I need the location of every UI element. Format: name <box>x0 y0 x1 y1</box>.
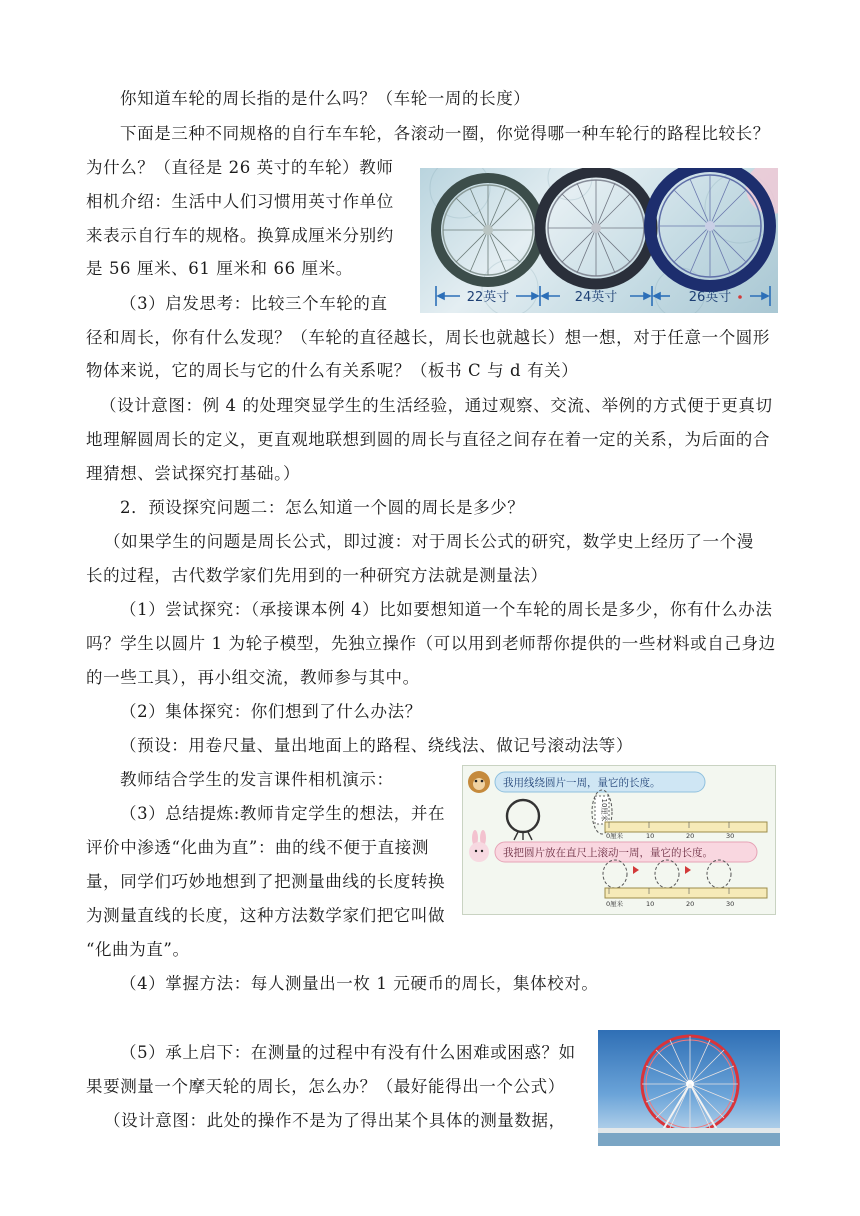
text-line: 物体来说，它的周长与它的什么有关系呢？（板书 C 与 d 有关） <box>86 361 579 380</box>
text-line: （设计意图：例 4 的处理突显学生的生活经验，通过观察、交流、举例的方式便于更真切 <box>100 396 773 415</box>
caption-bottom: 我把圆片放在直尺上滚动一周，量它的长度。 <box>503 847 713 859</box>
ruler-tick-30: 30 <box>726 832 735 840</box>
ruler-tick-20: 20 <box>686 832 695 840</box>
text-line: 果要测量一个摩天轮的周长，怎么办？（最好能得出一个公式） <box>86 1077 565 1096</box>
text-line: 长的过程，古代数学家们先用到的一种研究方法就是测量法） <box>86 566 548 585</box>
ruler-top <box>605 822 767 832</box>
text-line: 教师结合学生的发言课件相机演示： <box>120 770 394 789</box>
rabbit-icon <box>469 830 489 862</box>
text-line: （1）尝试探究：（承接课本例 4）比如要想知道一个车轮的周长是多少，你有什么办法 <box>120 600 773 619</box>
wheel-label-22: 22英寸 <box>466 290 510 305</box>
text-line: （5）承上启下：在测量的过程中有没有什么困难或困惑？如 <box>120 1043 576 1062</box>
text-line: 你知道车轮的周长指的是什么吗？（车轮一周的长度） <box>120 89 531 108</box>
circumference-illustration <box>463 766 775 914</box>
bicycle-wheels-illustration <box>420 168 778 313</box>
text-line: （设计意图：此处的操作不是为了得出某个具体的测量数据， <box>104 1111 566 1130</box>
text-line: （3）启发思考：比较三个车轮的直 <box>120 294 388 313</box>
text-line: 为什么？（直径是 26 英寸的车轮）教师 <box>86 158 394 177</box>
string-circle-icon <box>507 800 539 832</box>
text-line: 量，同学们巧妙地想到了把测量曲线的长度转换 <box>86 872 446 891</box>
text-line: （4）掌握方法：每人测量出一枚 1 元硬币的周长，集体校对。 <box>120 974 599 993</box>
text-line: 下面是三种不同规格的自行车车轮，各滚动一圈，你觉得哪一种车轮行的路程比较长？ <box>120 124 770 143</box>
text-line: （3）总结提炼:教师肯定学生的想法，并在 <box>120 804 446 823</box>
text-line: 理猜想、尝试探究打基础。） <box>86 464 301 483</box>
text-line: 来表示自行车的规格。换算成厘米分别约 <box>86 226 394 245</box>
text-line: 吗？学生以圆片 1 为轮子模型，先独立操作（可以用到老师帮你提供的一些材料或自己身边 <box>86 634 776 653</box>
text-line: 径和周长，你有什么发现？（车轮的直径越长，周长也就越长）想一想，对于任意一个圆形 <box>86 328 770 347</box>
text-line: 2．预设探究问题二：怎么知道一个圆的周长是多少？ <box>120 498 525 517</box>
wheel-24-icon <box>540 172 652 284</box>
wheel-label-26: 26英寸 <box>688 290 732 305</box>
text-line: “化曲为直”。 <box>86 940 190 959</box>
text-line: 为测量直线的长度，这种方法数学家们把它叫做 <box>86 906 446 925</box>
ferris-wheel-icon <box>598 1030 780 1146</box>
text-line: （2）集体探究：你们想到了什么办法？ <box>120 702 422 721</box>
ruler-tick-0: 0厘米 <box>606 832 624 840</box>
ruler-tick-0: 0厘米 <box>606 900 624 908</box>
text-line: 相机介绍：生活中人们习惯用英寸作单位 <box>86 192 394 211</box>
wheel-26-icon <box>650 168 770 286</box>
ferris-wheel-photo <box>598 1030 780 1146</box>
text-line: 地理解圆周长的定义，更直观地联想到圆的周长与直径之间存在着一定的关系，为后面的合 <box>86 430 770 449</box>
text-line: （如果学生的问题是周长公式，即过渡：对于周长公式的研究，数学史上经历了一个漫 <box>104 532 754 551</box>
ruler-tick-10: 10 <box>646 900 655 908</box>
caption-top: 我用线绕圆片一周，量它的长度。 <box>503 777 661 789</box>
ruler-tick-30: 30 <box>726 900 735 908</box>
monkey-icon <box>468 771 490 793</box>
ruler-tick-10: 10 <box>646 832 655 840</box>
text-line: （预设：用卷尺量、量出地面上的路程、绕线法、做记号滚动法等） <box>120 736 633 755</box>
text-line: 的一些工具），再小组交流，教师参与其中。 <box>86 668 420 687</box>
ruler-bottom <box>605 888 767 898</box>
wheel-label-24: 24英寸 <box>574 290 618 305</box>
text-line: 是 56 厘米、61 厘米和 66 厘米。 <box>86 259 353 278</box>
text-line: 评价中渗透“化曲为直”：曲的线不便于直接测 <box>86 838 429 857</box>
ruler-tick-20: 20 <box>686 900 695 908</box>
circumference-measuring-figure <box>462 765 776 915</box>
wheel-22-icon <box>436 178 540 282</box>
vertical-label: 10厘米 <box>600 798 608 822</box>
bicycle-wheels-figure <box>420 168 778 313</box>
